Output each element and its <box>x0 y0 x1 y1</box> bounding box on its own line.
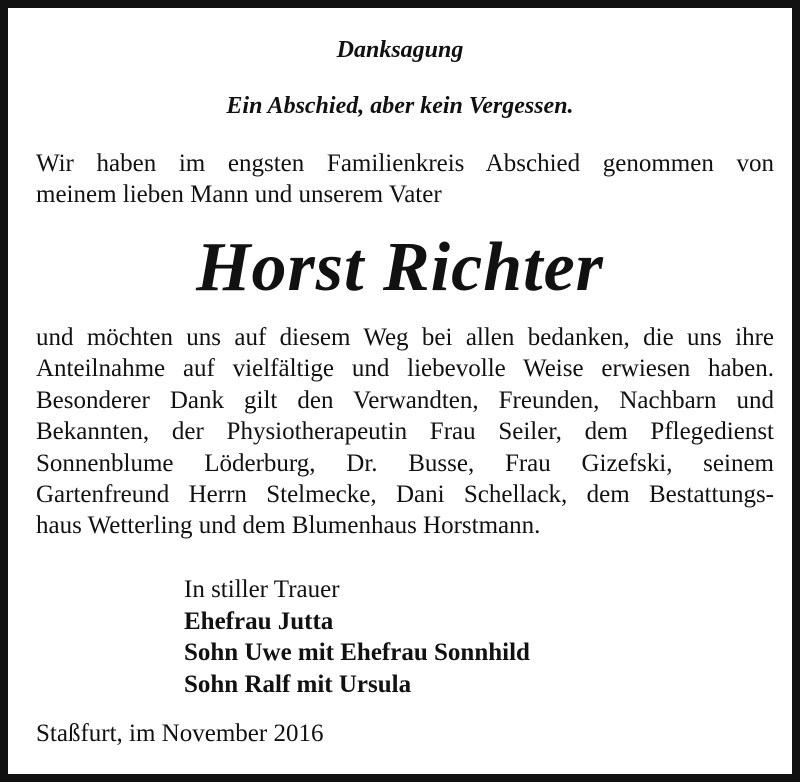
mourner-name: Ehefrau Jutta <box>184 607 334 635</box>
body-line: Sonnenblume Löderburg, Dr. Busse, Frau Gizefski, seinem <box>36 449 774 477</box>
body-line: Gartenfreund Herrn Stelmecke, Dani Schellack, dem Bestattungs- <box>36 481 774 509</box>
body-line: Besonderer Dank gilt den Verwandten, Freunden, Nachbarn und <box>36 386 774 414</box>
mourning-label: In stiller Trauer <box>184 576 340 603</box>
body-line: haus Wetterling und dem Blumenhaus Horstmann. <box>36 512 541 540</box>
mourner-name: Sohn Ralf mit Ursula <box>184 670 412 698</box>
body-line: und möchten uns auf diesem Weg bei allen bedanken, die uns ihre <box>36 324 774 351</box>
thanks-paragraph <box>36 322 774 542</box>
mourner-name: Sohn Uwe mit Ehefrau Sonnhild <box>184 639 530 667</box>
deceased-name: Horst Richter <box>196 229 604 306</box>
place-and-date: Staßfurt, im November 2016 <box>36 720 324 747</box>
intro-line: meinem lieben Mann und unserem Vater <box>36 181 442 209</box>
notice-title: Danksagung <box>336 37 464 63</box>
body-line: Bekannten, der Physiotherapeutin Frau Seiler, dem Pflegedienst <box>36 418 774 446</box>
intro-paragraph <box>36 148 774 211</box>
notice-subtitle: Ein Abschied, aber kein Vergessen. <box>226 93 574 119</box>
body-line: Anteilnahme auf vielfältige und liebevolle Weise erwiesen haben. <box>36 355 774 383</box>
mourners-block <box>184 574 530 700</box>
intro-line: Wir haben im engsten Familienkreis Abschied genommen von <box>36 150 774 177</box>
